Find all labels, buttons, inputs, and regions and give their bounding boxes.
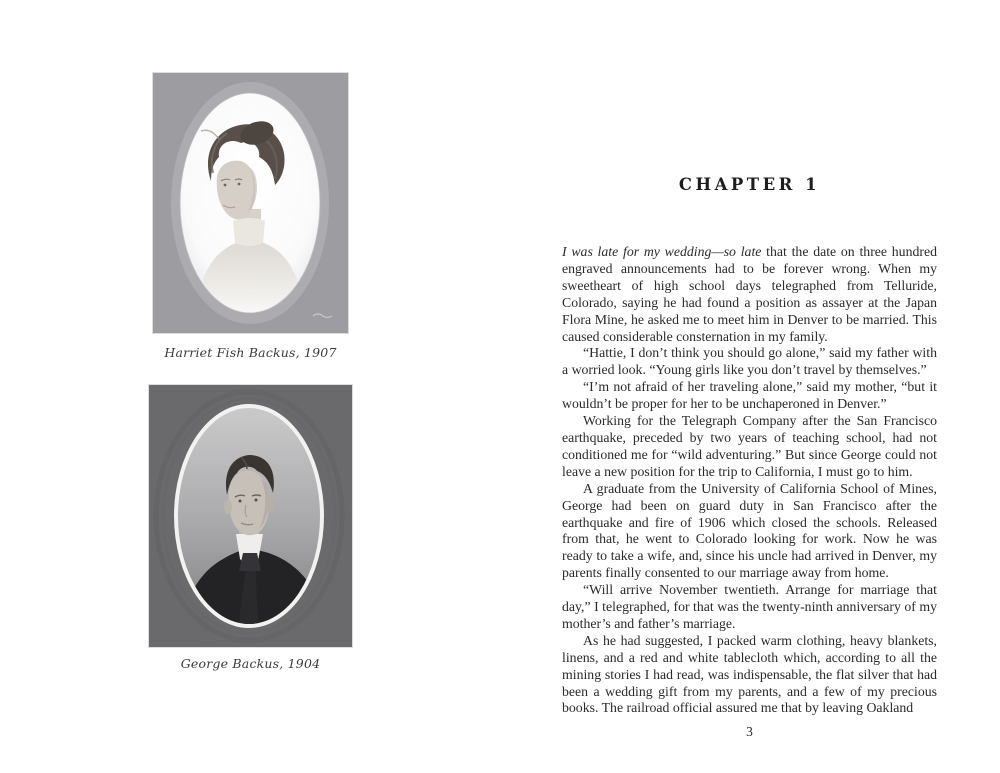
photo-figure-harriet xyxy=(153,73,348,333)
oval-portrait-woman-image xyxy=(153,73,348,333)
paragraph: “Will arrive November twentieth. Arrange for marriage that day,” I telegraphed, for that was the twenty-ninth anniversary of my mother’s and father’s marriage. xyxy=(562,582,937,631)
eye xyxy=(255,499,258,502)
ear xyxy=(224,500,232,514)
paragraph: “Hattie, I don’t think you should go alone,” said my father with a worried look. “Young girls like you don’t travel by themselves.” xyxy=(562,345,937,378)
high-collar xyxy=(233,218,265,246)
paragraph: A graduate from the University of California School of Mines, George had been on guard duty in San Francisco after the earthquake and fire of 1906 which closed the schools. Released from that, he went to Colorado looking for work. Now he was ready to take a wife, and, since his uncle had arrived in Denver, my parents finally consented to our marriage away from home. xyxy=(562,480,937,581)
chapter-heading: CHAPTER 1 xyxy=(678,175,821,194)
eye xyxy=(224,184,227,187)
oval-portrait-man-image xyxy=(149,385,352,647)
italic-lead: I was late for my wedding—so late xyxy=(562,244,762,259)
paragraph: I was late for my wedding—so late that the date on three hundred engraved announcements had to be forever wrong. When my sweetheart of high school days telegraphed from Telluride, Colorado, saying he had found a position as assayer at the Japan Flora Mine, he asked me to meet him in Denver to be married. This caused considerable consternation in my family. xyxy=(562,244,937,344)
eye xyxy=(238,183,241,186)
ear xyxy=(266,498,275,513)
photo-figure-george xyxy=(149,385,352,647)
paragraph: As he had suggested, I packed warm clothing, heavy blankets, linens, and a red and white tablecloth which, according to all the mining stories I had read, was indispensable, the flat silver that had been a wedding gift from my parents, and a few of my precious books. The railroad official assured me that by leaving Oakland xyxy=(562,632,937,716)
paragraph: Working for the Telegraph Company after the San Francisco earthquake, preceded by two years of teaching school, had not conditioned me for “wild adventuring.” But since George could not leave a new position for the trip to California, I must go to him. xyxy=(562,413,937,479)
body-text xyxy=(562,244,937,717)
eye xyxy=(239,500,242,503)
page-number: 3 xyxy=(746,724,753,739)
photo-caption-harriet: Harriet Fish Backus, 1907 xyxy=(164,345,337,360)
photo-caption-george: George Backus, 1904 xyxy=(180,656,321,671)
paragraph: “I’m not afraid of her traveling alone,” said my mother, “but it wouldn’t be proper for her to be unchaperoned in Denver.” xyxy=(562,379,937,412)
